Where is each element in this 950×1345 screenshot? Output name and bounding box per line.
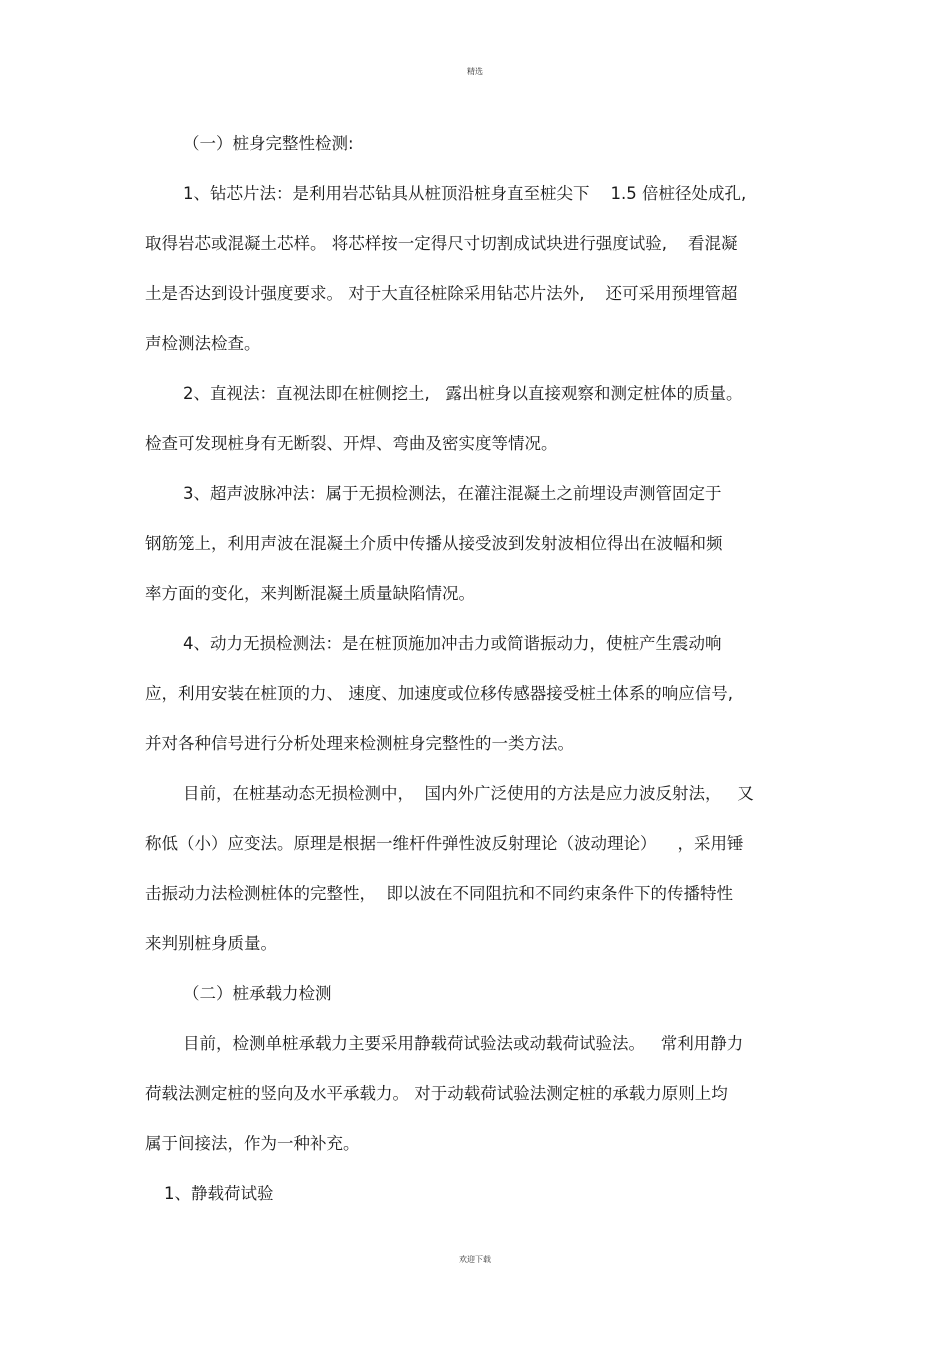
section-heading: （二）桩承载力检测 (183, 984, 332, 1003)
paragraph-line: 检查可发现桩身有无断裂、开焊、弯曲及密实度等情况。 (145, 434, 558, 453)
paragraph-line: 钢筋笼上，利用声波在混凝土介质中传播从接受波到发射波相位得出在波幅和频 (145, 534, 723, 553)
paragraph-line: 2、直视法：直视法即在桩侧挖土, 露出桩身以直接观察和测定桩体的质量。 (183, 384, 743, 403)
subsection-heading: 1、静载荷试验 (164, 1184, 274, 1203)
paragraph-line: 3、超声波脉冲法：属于无损检测法，在灌注混凝土之前埋设声测管固定于 (183, 484, 722, 503)
paragraph-line: 荷载法测定桩的竖向及水平承载力。 对于动载荷试验法测定桩的承载力原则上均 (145, 1084, 728, 1103)
paragraph-line: 目前，检测单桩承载力主要采用静载荷试验法或动载荷试验法。 常利用静力 (183, 1034, 744, 1053)
page-footer: 欢迎下载 (459, 1255, 491, 1264)
paragraph-line: 应，利用安装在桩顶的力、 速度、加速度或位移传感器接受桩土体系的响应信号, (145, 684, 733, 703)
paragraph-line: 率方面的变化，来判断混凝土质量缺陷情况。 (145, 584, 475, 603)
paragraph-line: 声检测法检查。 (145, 334, 261, 353)
paragraph-line: 称低（小）应变法。原理是根据一维杆件弹性波反射理论（波动理论） ，采用锤 (145, 834, 744, 853)
paragraph-line: 并对各种信号进行分析处理来检测桩身完整性的一类方法。 (145, 734, 574, 753)
paragraph-line: 取得岩芯或混凝土芯样。 将芯样按一定得尺寸切割成试块进行强度试验, 看混凝 (145, 234, 738, 253)
page-header: 精选 (467, 67, 483, 76)
paragraph-line: 土是否达到设计强度要求。 对于大直径桩除采用钻芯片法外, 还可采用预埋管超 (145, 284, 738, 303)
paragraph-line: 属于间接法，作为一种补充。 (145, 1134, 360, 1153)
paragraph-line: 目前，在桩基动态无损检测中， 国内外广泛使用的方法是应力波反射法， 又 (183, 784, 754, 803)
paragraph-line: 1、钻芯片法：是利用岩芯钻具从桩顶沿桩身直至桩尖下 1.5 倍桩径处成孔, (183, 184, 747, 203)
section-heading: （一）桩身完整性检测: (183, 134, 354, 153)
paragraph-line: 击振动力法检测桩体的完整性， 即以波在不同阻抗和不同约束条件下的传播特性 (145, 884, 733, 903)
paragraph-line: 来判别桩身质量。 (145, 934, 277, 953)
paragraph-line: 4、动力无损检测法：是在桩顶施加冲击力或简谐振动力，使桩产生震动响 (183, 634, 722, 653)
